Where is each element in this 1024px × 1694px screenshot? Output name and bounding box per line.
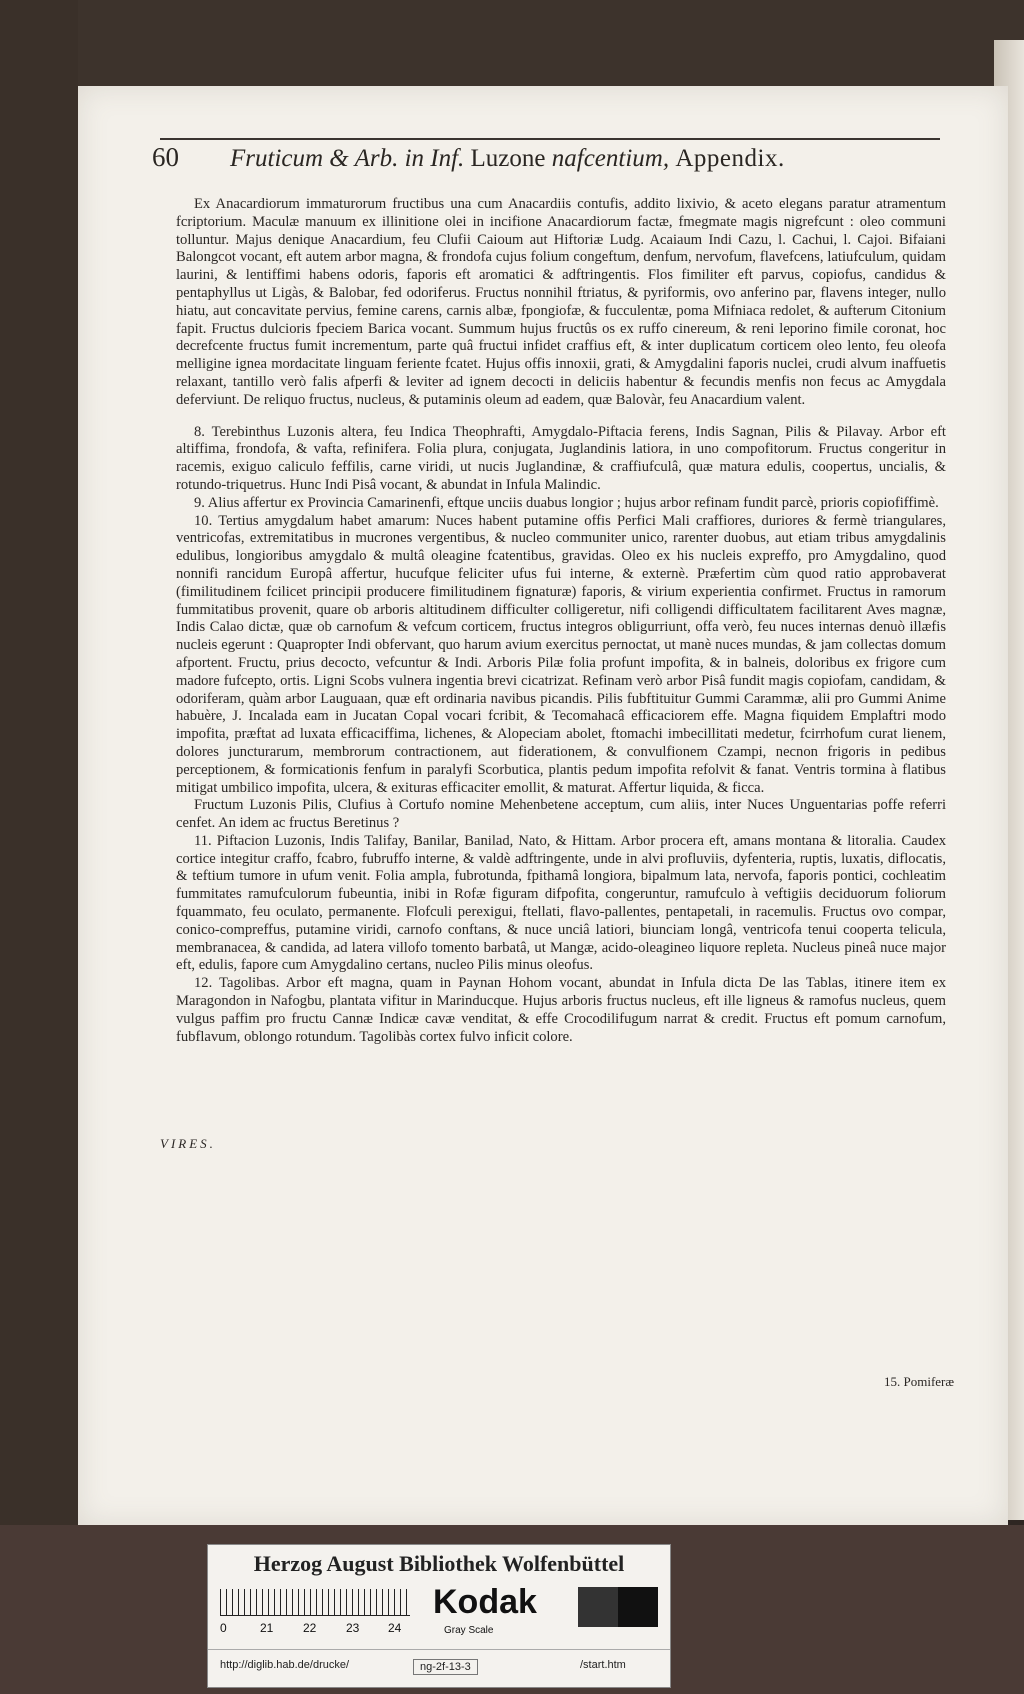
title-part-4: nafcentium, [551,145,670,172]
running-header [152,142,942,192]
paragraph-anacardium: Ex Anacardiorum immaturorum fructibus una cum Anacardiis contufis, addito lixivio, & aceto elegans paratur atramentum fcriptorium. Maculæ manuum ex illinitione olei in incifione Anacardiorum factæ, fmegmate magis nigrefcunt : oleo communi tolluntur. Majus denique Anacardium, feu Clufii Caioum aut Hiftoriæ Ludg. Acaiaum Indi Cazu, l. Cachui, l. Cajoi. Bifaiani Balongcot vocant, eft autem arbor magna, & frondofa cujus folium congeftum, denfum, nervofum, flavefcens, latiufculum, quidam laurini, & lentiffimi habens odoris, faporis eft aromatici & adftringentis. Flos fimiliter eft parvus, copiofus, candidus & pentaphyllus ut Ligàs, & Balobar, fed odoriferus. Fructus nonnihil ftriatus, & pyriformis, ovo anferino par, flavens integer, nullo hiatu, aut concavitate pervius, femine carens, carnis albæ, fpongiofæ, & fucculentæ, poma Mifniaca redolet, & aufterum Citonium fapit. Fructus dulcioris fpeciem Barica vocant. Summum hujus fructûs os ex ruffo cinereum, & reni leporino fimile coronat, hoc decrefcente fructus fumit incrementum, parte quâ fructui infidet craffius eft, & inter duplicatum corticem oleo lento, feu oleofa melligine ignea mordacitate linguam feriente fcatet. Hujus offis innoxii, grati, & Amygdalini faporis nuclei, crudi alvum inaffuetis relaxant, tantillo verò falis afperfi & leviter ad ignem decocti in deliciis habentur & fecundis menfis non fecus ac Amygdala deferviunt. De reliquo fructus, nucleus, & putaminis oleum ad eadem, quæ Balovàr, feu Anacardium valent. [176,196,946,408]
page-number: 60 [152,142,179,172]
ruler-label: 24 [388,1621,402,1635]
paragraph-11: 11. Piftacion Luzonis, Indis Talifay, Banilar, Banilad, Nato, & Hittam. Arbor procera eft, amans montana & litoralia. Caudex cortice integitur craffo, fcabro, fubruffo interne, & valdè adftringente, unde in alvi profluviis, dyfenteria, ruptis, luxatis, diflocatis, & teftium tumore in ufum venit. Folia ampla, fubrotunda, fpithamâ longiora, bipalmum lata, nervofa, faporis pontici, cochleatim fummitates ramufculorum fubeuntia, inibi in Rofæ figuram difpofita, congeruntur, ramufculo à veftigiis deciduorum foliorum fquammato, feu oculato, permanente. Flofculi perexigui, ftellati, flavo-pallentes, pentapetali, in racemulis. Fructus ovo compar, conico-compreffus, putamine viridi, carnofo conftans, & nuce unciâ latiori, biunciam longâ, ventricofa tenui cooperta telicula, membranacea, & candida, ad latera villofo tomento barbatâ, ut Mangæ, acido-oleagineo liquore repleta. Nucleus pineâ nuce major eft, edulis, fapore cum Amygdalino certans, nucleo Pilis minus oleofus. [176,832,946,974]
kodak-logo: Kodak [433,1583,537,1621]
ruler-label: 21 [260,1621,274,1635]
start-link: /start.htm [580,1659,626,1671]
gray-swatch-black [618,1587,658,1627]
title-part-2: Arb. in Inf. [354,145,465,172]
ruler-label: 0 [220,1621,227,1635]
paragraph-10: 10. Tertius amygdalum habet amarum: Nuces habent putamine offis Perfici Mali craffiores, duriores & fermè triangulares, ventricofas, extremitatibus in mucrones vergentibus, & nucleo communiter unico, rarenter duobus, aut etiam tribus amygdalinis edulibus, longioribus amygdalo & multâ oleagine fcatentibus, gravidas. Oleo ex his nucleis expreffo, pro Amygdalino, quod nonnifi rancidum Europâ affertur, hucufque feliciter ufus fui interne, & externè. Præfertim cùm quod ratio approbaverat (fimilitudinem fcilicet principii producere fimilitudinem fignaturæ) faporis, & virium experientia confirmet. Fructus in ramorum fummitatibus provenit, quare ob arboris altitudinem difficulter colligeretur, nifi colligendi difficultatem facilitarent Aves magnæ, Indis Calao dictæ, quæ ob carnofum & vefcum corticem, fructus integros obligurriunt, offa verò, feu nuces internas denuò illæfis nucleis egerunt : Quapropter Indi obfervant, quo harum avium exercitus pernoctat, ut manè nuces mundas, & jam collectas domum afportent. Fructu, prius decocto, vefcuntur & Indi. Arboris Pilæ folia profunt impofita, & in balneis, doloribus ex frigore cum madore fufcepto, ortis. Ligni Scobs vulnera ingentia brevi cicatrizat. Refinam verò arbor Pisâ fundit magis copiofam, candidam, & odoriferam, quàm arbor Lauguaan, quæ eft ordinaria navibus picandis. Pilis fubftituitur Gummi Carammæ, alii pro Gummi Anime habuère, J. Incalada eam in Jucatan Copal vocari fcribit, & Tecomahacâ efficaciorem effe. Magna fiquidem Emplaftri modo impofita, præftat ad luxata efficaciffima, lichenes, & Alopeciam abolet, ftomachi imbecillitati medetur, fcirrhofum curat lienem, dolores juncturarum, membrorum contractionem, aut fiderationem, & convulfionem Czampi, necnon frigoris in pedibus perceptionem, & formicationis fenfum in paralyfi Scorbutica, plantis pedum impofita refolvit & fanat. Ventris tormina à flatibus mitigat umbilico impofita, ulcera, & exituras efficaciter emollit, & maturat. Affertur liquida, & ficca. [176,512,946,796]
card-divider [208,1649,670,1650]
title-part-3: Luzone [470,145,546,172]
title-ampersand: & [329,145,349,172]
digilib-url: http://diglib.hab.de/drucke/ [220,1659,350,1671]
library-name: Herzog August Bibliothek Wolfenbüttel [253,1551,625,1576]
scan-background-left [0,0,78,1590]
ruler-label: 22 [303,1621,317,1635]
margin-note-vires: VIRES. [160,1136,216,1151]
paragraph-8: 8. Terebinthus Luzonis altera, feu Indica Theophrafti, Amygdalo-Piftacia ferens, Indis Sagnan, Pilis & Pilavay. Arbor eft altiffima, frondofa, & vafta, refinifera. Folia plura, conjugata, Juglandinis latiora, in uno compofitorum. Fructus congeritur in racemis, exiguo caliculo feffilis, carne viridi, ut nucis Juglandinæ, & craffiufculâ, quæ matura edulis, coopertus, uncialis, & rotundo-triquetrus. Hunc Indi Pisâ vocant, & abundat in Infula Malindic. [176,423,946,493]
scan-background-top [0,0,1024,90]
running-title [230,145,785,173]
header-rule [160,138,940,140]
catchword: 15. Pomiferæ [884,1374,955,1389]
shelfmark: ng-2f-13-3 [413,1659,478,1675]
paragraph-9: 9. Alius affertur ex Provincia Camarinenfi, eftque unciis duabus longior ; hujus arbor refinam fundit parcè, prioris copiofiffimè. [194,494,939,511]
gray-scale-label: Gray Scale [444,1625,494,1636]
library-target-card [207,1544,671,1688]
paragraph-12: 12. Tagolibas. Arbor eft magna, quam in Paynan Hohom vocant, abundat in Infula dicta De las Tablas, itinere item ex Maragondon in Nafogbu, plantata vifitur in Marinducque. Hujus arboris fructus nucleus, eft ille ligneus & ramofus nucleus, quem vulgus paffim pro fructu Cannæ Indicæ cavæ venditat, & effe Crocodilifugum narrat & credit. Fructus eft pomum carnofum, fubflavum, oblongo rotundum. Tagolibàs cortex fulvo inficit colore. [176,975,946,1045]
gray-swatch-dark [578,1587,618,1627]
scale-ruler [220,1589,410,1616]
ruler-label: 23 [346,1621,360,1635]
paragraph-10b: Fructum Luzonis Pilis, Clufius à Cortufo nomine Mehenbetene acceptum, cum aliis, inter Nuces Unguentarias poffe referri cenfet. An idem ac fructus Beretinus ? [176,797,946,832]
book-page [78,86,1008,1526]
main-text [176,196,946,1046]
title-part-1: Fruticum [230,145,324,172]
title-part-5: Appendix. [675,145,785,172]
